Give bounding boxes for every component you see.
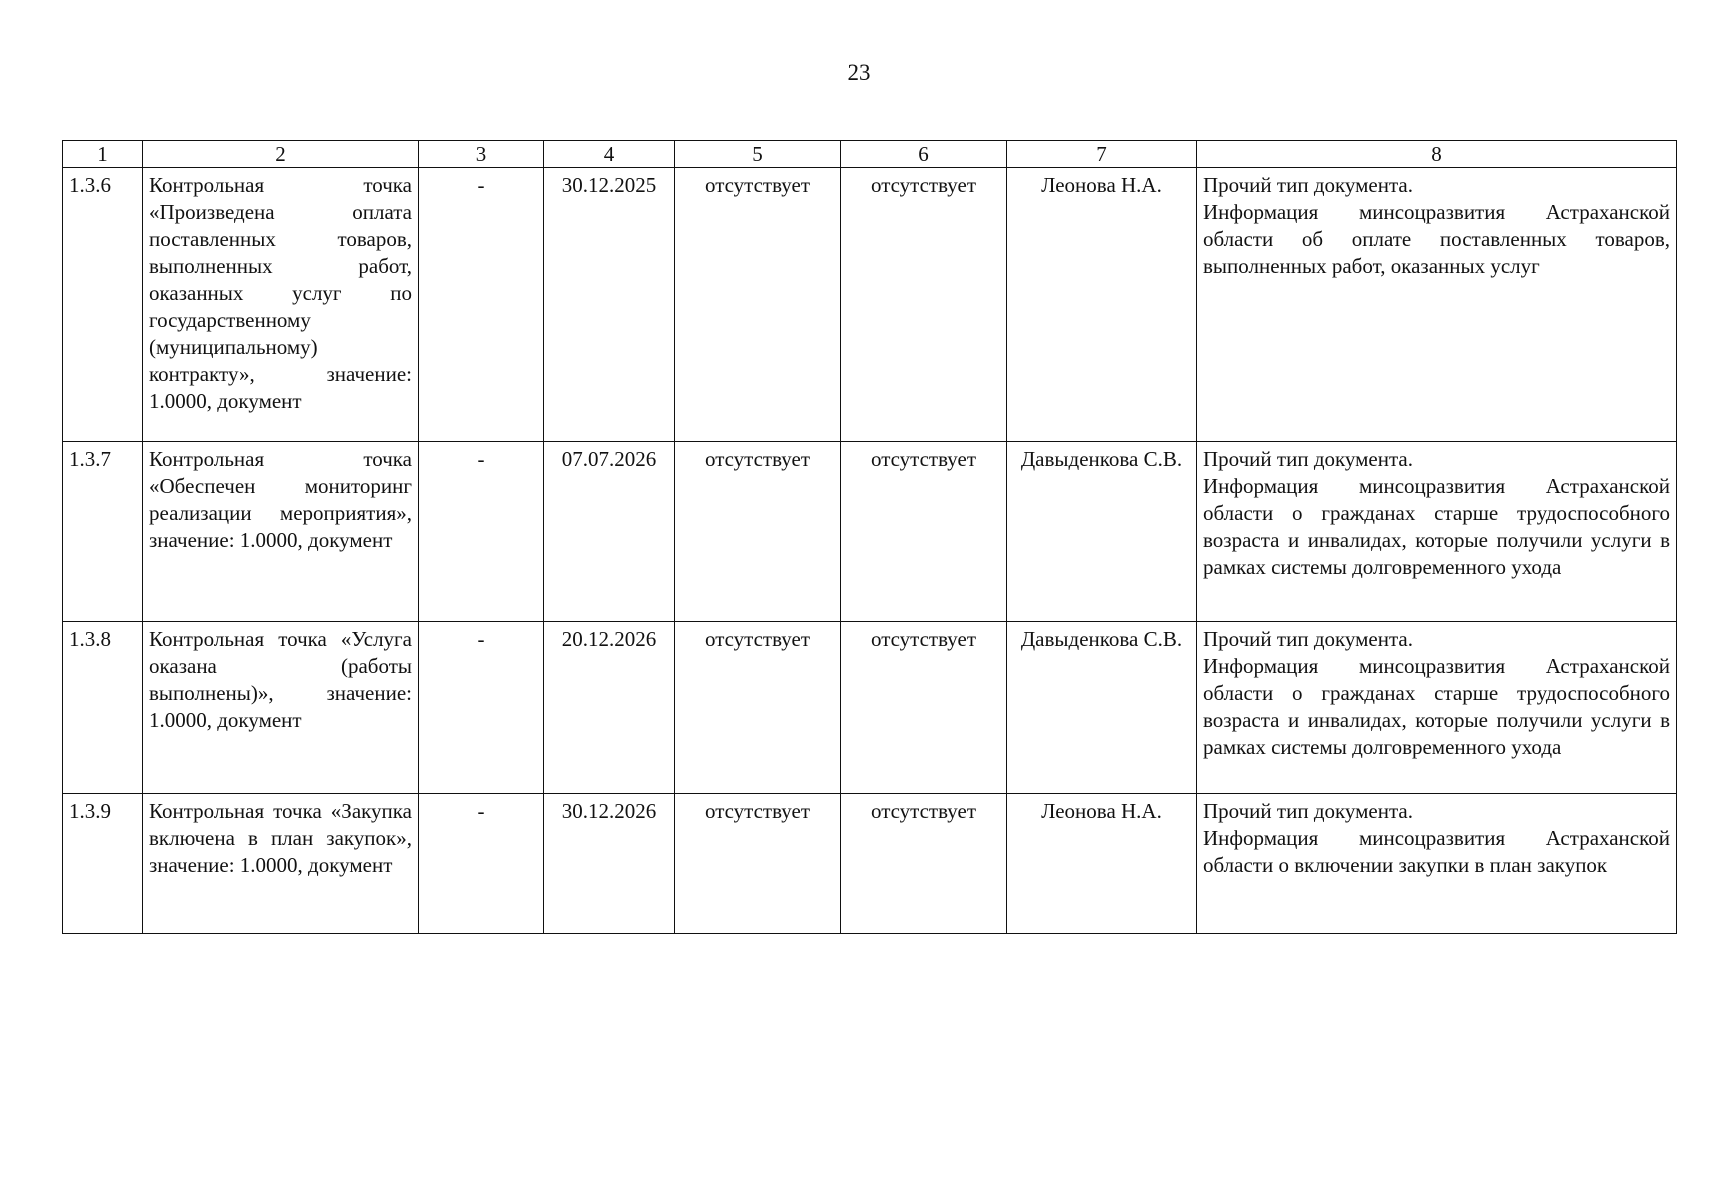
column-header: 3: [419, 141, 544, 168]
document-description: Информация минсоцразвития Астраханской области об оплате поставленных товаров, выполненных работ, оказанных услуг: [1203, 200, 1670, 278]
column-header: 7: [1007, 141, 1197, 168]
column-6-value: отсутствует: [841, 168, 1007, 442]
table-row: [63, 168, 1677, 442]
document-cell: [1197, 168, 1677, 442]
control-point-description: Контрольная точка «Обеспечен мониторинг реализации мероприятия», значение: 1.0000, документ: [143, 442, 419, 622]
responsible-person: Давыденкова С.В.: [1007, 622, 1197, 794]
document-cell: [1197, 622, 1677, 794]
column-header: 8: [1197, 141, 1677, 168]
column-number-row: [63, 141, 1677, 168]
row-number: 1.3.8: [63, 622, 143, 794]
document-type: Прочий тип документа.: [1203, 447, 1413, 471]
column-5-value: отсутствует: [675, 622, 841, 794]
column-6-value: отсутствует: [841, 794, 1007, 934]
page-number: 23: [847, 60, 871, 85]
column-3-value: -: [419, 442, 544, 622]
table-row: [63, 794, 1677, 934]
document-type: Прочий тип документа.: [1203, 799, 1413, 823]
control-point-description: Контрольная точка «Произведена оплата поставленных товаров, выполненных работ, оказанных услуг по государственному (муниципальному) контракту», значение: 1.0000, документ: [143, 168, 419, 442]
column-6-value: отсутствует: [841, 622, 1007, 794]
control-point-description: Контрольная точка «Закупка включена в план закупок», значение: 1.0000, документ: [143, 794, 419, 934]
responsible-person: Давыденкова С.В.: [1007, 442, 1197, 622]
document-type: Прочий тип документа.: [1203, 173, 1413, 197]
document-type: Прочий тип документа.: [1203, 627, 1413, 651]
column-3-value: -: [419, 794, 544, 934]
column-3-value: -: [419, 168, 544, 442]
control-points-table: [62, 140, 1677, 934]
due-date: 30.12.2026: [544, 794, 675, 934]
column-3-value: -: [419, 622, 544, 794]
document-cell: [1197, 794, 1677, 934]
table-row: [63, 442, 1677, 622]
column-header: 4: [544, 141, 675, 168]
column-header: 2: [143, 141, 419, 168]
document-cell: [1197, 442, 1677, 622]
row-number: 1.3.6: [63, 168, 143, 442]
column-5-value: отсутствует: [675, 794, 841, 934]
column-6-value: отсутствует: [841, 442, 1007, 622]
row-number: 1.3.9: [63, 794, 143, 934]
document-description: Информация минсоцразвития Астраханской области о гражданах старше трудоспособного возраста и инвалидах, которые получили услуги в рамках системы долговременного ухода: [1203, 654, 1670, 759]
column-header: 6: [841, 141, 1007, 168]
column-header: 5: [675, 141, 841, 168]
table-row: [63, 622, 1677, 794]
due-date: 20.12.2026: [544, 622, 675, 794]
column-5-value: отсутствует: [675, 442, 841, 622]
document-description: Информация минсоцразвития Астраханской области о включении закупки в план закупок: [1203, 826, 1670, 877]
row-number: 1.3.7: [63, 442, 143, 622]
responsible-person: Леонова Н.А.: [1007, 168, 1197, 442]
document-description: Информация минсоцразвития Астраханской области о гражданах старше трудоспособного возраста и инвалидах, которые получили услуги в рамках системы долговременного ухода: [1203, 474, 1670, 579]
due-date: 30.12.2025: [544, 168, 675, 442]
due-date: 07.07.2026: [544, 442, 675, 622]
control-point-description: Контрольная точка «Услуга оказана (работы выполнены)», значение: 1.0000, документ: [143, 622, 419, 794]
responsible-person: Леонова Н.А.: [1007, 794, 1197, 934]
column-5-value: отсутствует: [675, 168, 841, 442]
column-header: 1: [63, 141, 143, 168]
